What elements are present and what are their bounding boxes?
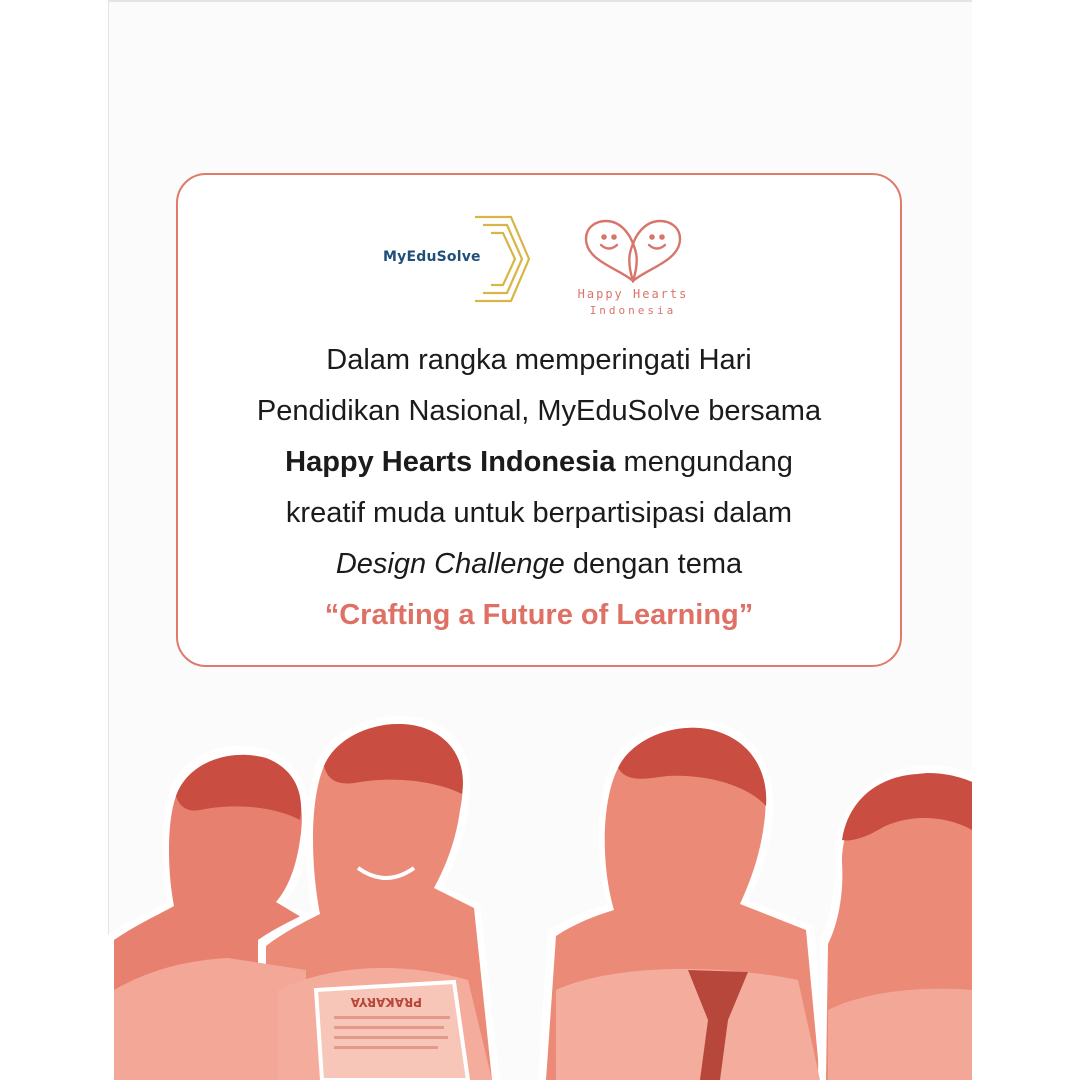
myedusolve-wordmark: MyEduSolve: [383, 249, 481, 265]
message-line-1: Dalam rangka memperingati Hari: [326, 344, 752, 376]
announcement-card: [176, 173, 902, 667]
challenge-name: Design Challenge: [335, 548, 565, 580]
myedusolve-chevron-icon: [471, 215, 533, 305]
happy-hearts-logo: [558, 215, 708, 325]
top-divider: [108, 0, 972, 2]
invitation-message: [198, 335, 880, 641]
myedusolve-logo: [383, 215, 533, 310]
poster: [108, 0, 972, 1080]
students-photo: [108, 690, 972, 1080]
message-line-2: Pendidikan Nasional, MyEduSolve bersama: [256, 395, 822, 427]
message-line-5: [198, 539, 880, 590]
book-title: PRAKARYA: [350, 995, 422, 1009]
twin-hearts-icon: [578, 219, 688, 287]
message-line-3-rest: mengundang: [615, 446, 793, 478]
textbook: [316, 982, 468, 1080]
message-line-4: kreatif muda untuk berpartisipasi dalam: [285, 497, 793, 529]
message-line-3: [198, 437, 880, 488]
message-line-5-rest: dengan tema: [564, 548, 743, 580]
partner-name: Happy Hearts Indonesia: [285, 446, 616, 478]
partner-logos: [178, 215, 900, 325]
challenge-theme: “Crafting a Future of Learning”: [324, 599, 754, 631]
happy-hearts-wordmark: Happy Hearts: [577, 287, 689, 301]
happy-hearts-subtitle: Indonesia: [589, 304, 677, 317]
